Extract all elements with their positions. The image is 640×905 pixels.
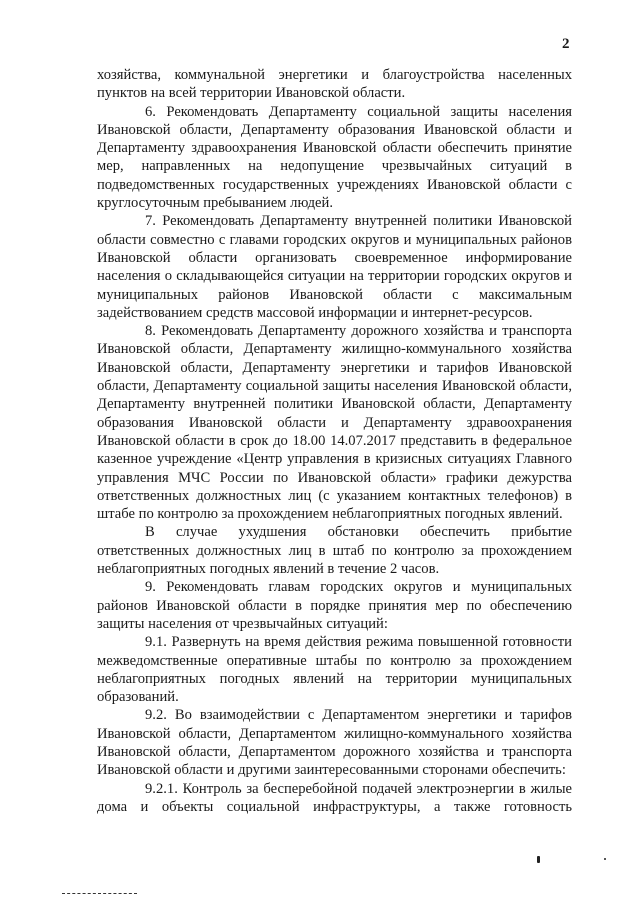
scan-artifact-dot xyxy=(537,856,540,863)
paragraph-continuation: хозяйства, коммунальной энергетики и благоустройства населенных пунктов на всей территории Ивановской области. xyxy=(97,67,572,102)
paragraph-item-9: 9. Рекомендовать главам городских округов и муниципальных районов Ивановской области в порядке принятия мер по обеспечению защиты населения от чрезвычайных ситуаций: xyxy=(97,579,572,632)
footer-line xyxy=(62,893,137,894)
document-body xyxy=(97,66,572,816)
scan-artifact-tick xyxy=(604,858,606,860)
paragraph-item-7: 7. Рекомендовать Департаменту внутренней политики Ивановской области совместно с главами городских округов и муниципальных районов Ивановской области организовать своевременное информирование населения о складывающейся ситуации на территории городских округов и муниципальных районов Ивановской области с максимальным задействованием средств массовой информации и интернет-ресурсов. xyxy=(97,213,572,321)
paragraph-item-9-2-1: 9.2.1. Контроль за бесперебойной подачей электроэнергии в жилые дома и объекты социальной инфраструктуры, а также готовность xyxy=(97,780,572,815)
paragraph-item-8-followup: В случае ухудшения обстановки обеспечить прибытие ответственных должностных лиц в штаб по контролю за прохождением неблагоприятных погодных явлений в течение 2 часов. xyxy=(97,524,572,578)
page-number: 2 xyxy=(562,36,570,52)
paragraph-item-9-2: 9.2. Во взаимодействии с Департаментом энергетики и тарифов Ивановской области, Департаментом жилищно-коммунального хозяйства Ивановской области, Департаментом дорожного хозяйства и транспорта Ивановской области и другими заинтересованными сторонами обеспечить: xyxy=(97,707,572,779)
paragraph-item-9-1: 9.1. Развернуть на время действия режима повышенной готовности межведомственные оперативные штабы по контролю за прохождением неблагоприятных погодных явлений на территории муниципальных образований. xyxy=(97,634,572,706)
paragraph-item-8: 8. Рекомендовать Департаменту дорожного хозяйства и транспорта Ивановской области, Департаменту жилищно-коммунального хозяйства Ивановской области, Департаменту энергетики и тарифов Ивановской области, Департаменту социальной защиты населения Ивановской области, Департаменту внутренней политики Ивановской области, Департаменту образования Ивановской области и Департаменту здравоохранения Ивановской области в срок до 18.00 14.07.2017 представить в федеральное казенное учреждение «Центр управления в кризисных ситуациях Главного управления МЧС России по Ивановской области» графики дежурства ответственных должностных лиц (с указанием контактных телефонов) в штабе по контролю за прохождением неблагоприятных погодных явлений. xyxy=(97,323,572,523)
paragraph-item-6: 6. Рекомендовать Департаменту социальной защиты населения Ивановской области, Департаменту образования Ивановской области и Департаменту здравоохранения Ивановской области обеспечить принятие мер, направленных на недопущение чрезвычайных ситуаций в подведомственных государственных учреждениях Ивановской области с круглосуточным пребыванием людей. xyxy=(97,103,572,212)
